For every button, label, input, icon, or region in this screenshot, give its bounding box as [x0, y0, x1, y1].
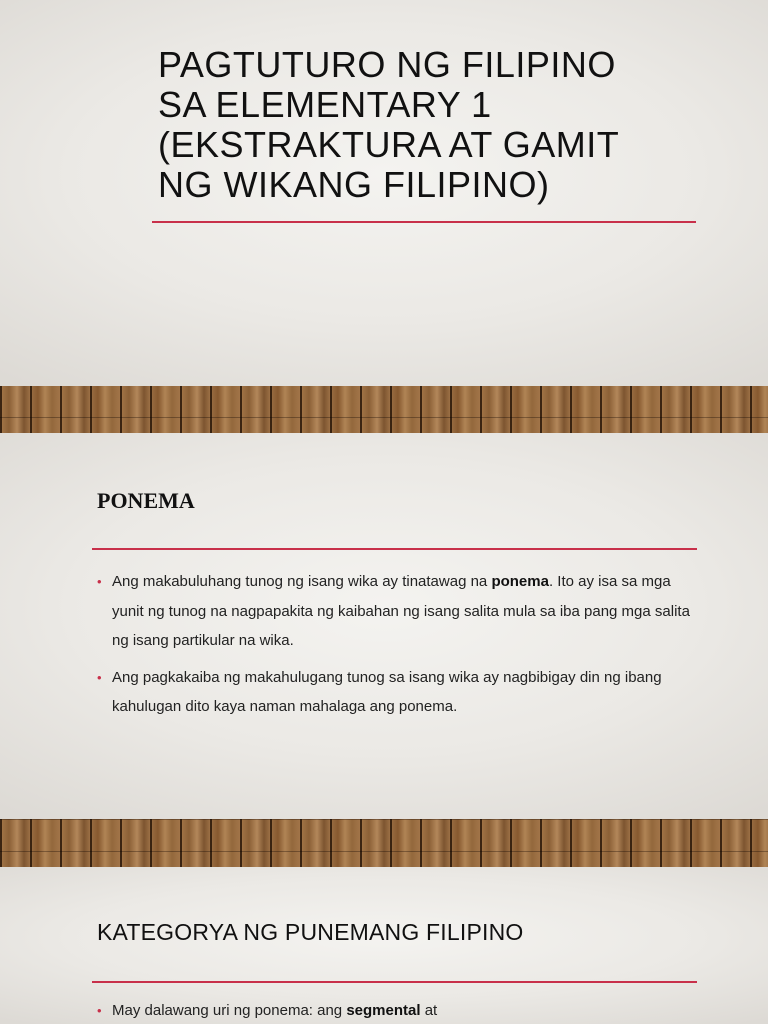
bullet-text: at [420, 1002, 438, 1019]
bullet-text: Ang makabuluhang tunog ng isang wika ay tinatawag na [112, 573, 492, 590]
wood-floor-divider [0, 386, 768, 433]
title-divider [152, 221, 696, 223]
title-line: (EKSTRAKTURA AT GAMIT [158, 124, 620, 165]
slide-3-heading: KATEGORYA NG PUNEMANG FILIPINO [97, 919, 524, 945]
heading-divider [92, 548, 697, 550]
slide-2-heading: PONEMA [97, 488, 195, 513]
list-item [97, 996, 697, 1024]
title-line: NG WIKANG FILIPINO) [158, 164, 550, 205]
title-line: PAGTUTURO NG FILIPINO [158, 44, 616, 85]
bullet-text: May dalawang uri ng ponema: ang [112, 1002, 347, 1019]
list-item [97, 567, 697, 656]
bullet-icon: • [97, 1003, 102, 1018]
heading-divider [92, 981, 697, 983]
bullet-text: . Ito ay isa sa mga yunit ng tunog na nagpapakita ng kaibahan ng isang salita mula sa iba pang mga salita ng isang partikular na wika. [112, 573, 690, 649]
bullet-text: Ang pagkakaiba ng makahulugang tunog sa isang wika ay nagbibigay din ng ibang kahulugan dito kaya naman mahalaga ang ponema. [112, 668, 662, 715]
bullet-icon: • [97, 669, 102, 685]
bullet-list [97, 996, 697, 1024]
bullet-list [97, 567, 697, 729]
slide-1 [0, 0, 768, 386]
bullet-bold-term: ponema [491, 573, 549, 590]
list-item [97, 663, 697, 722]
slide-1-title [158, 45, 718, 205]
wood-floor-divider [0, 819, 768, 867]
bullet-bold-term: segmental [346, 1002, 421, 1019]
slide-2 [0, 433, 768, 819]
bullet-icon: • [97, 574, 102, 589]
title-line: SA ELEMENTARY 1 [158, 84, 492, 125]
slide-3 [0, 867, 768, 1024]
